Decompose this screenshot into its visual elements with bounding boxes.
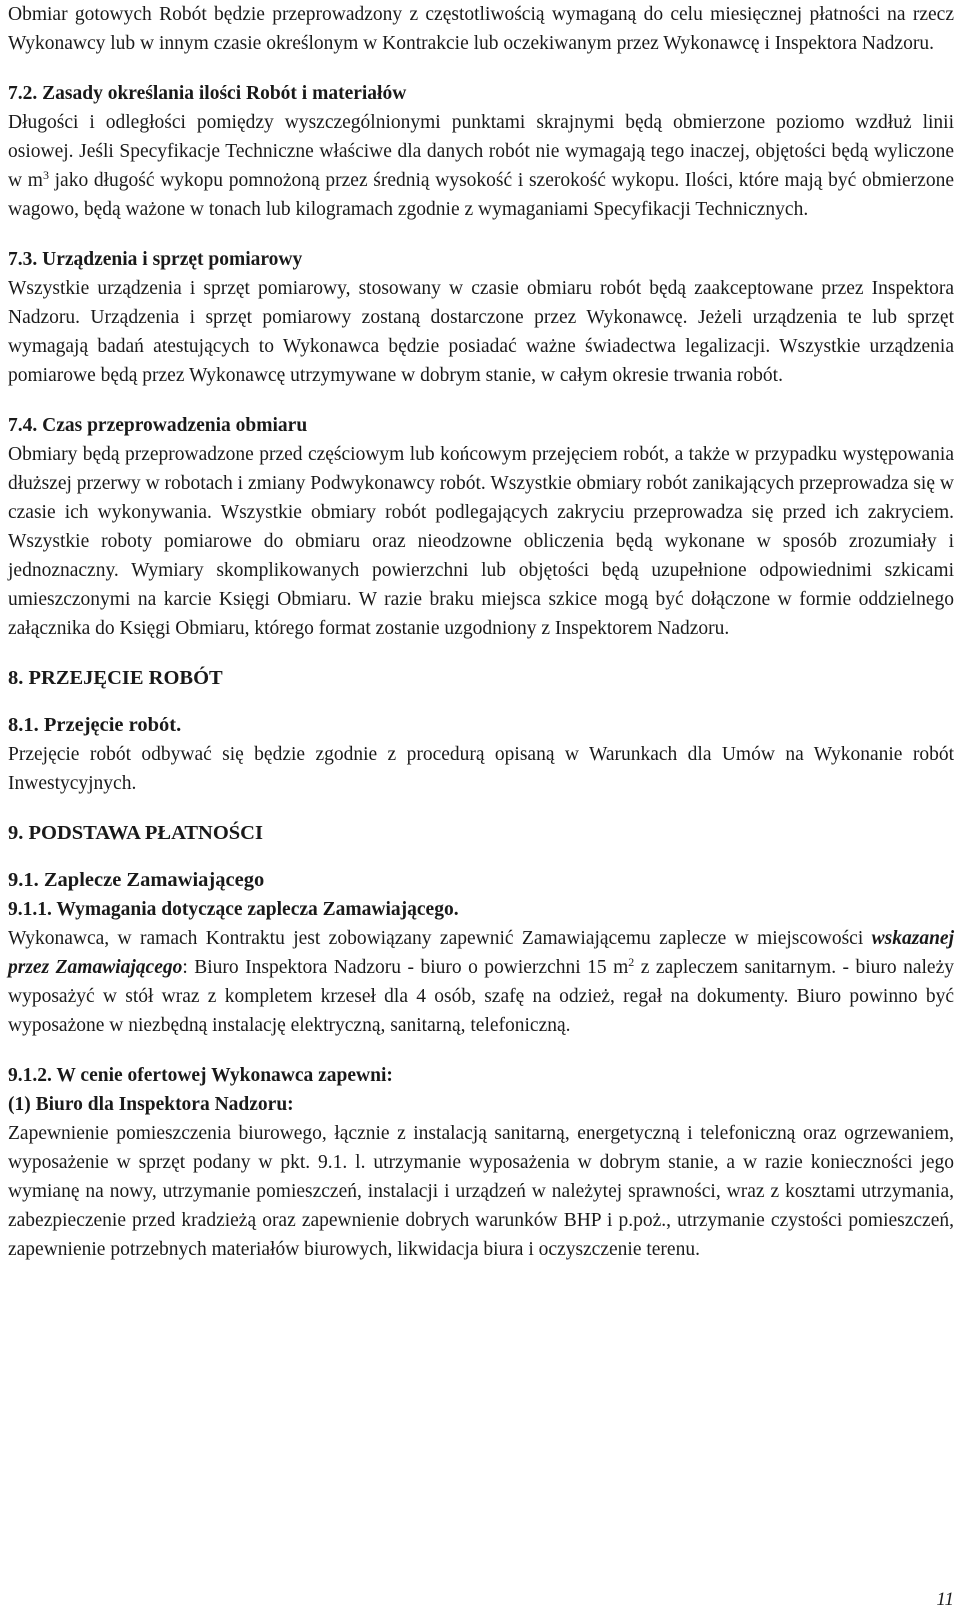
superscript-3: 3 — [42, 168, 49, 182]
section-7-2 — [8, 79, 954, 224]
section-9-1-1 — [8, 895, 954, 1040]
superscript-2: 2 — [628, 955, 635, 969]
s911-text-b: : Biuro Inspektora Nadzoru - biuro o powierzchni 15 m — [182, 957, 629, 978]
section-8-heading: 8. PRZEJĘCIE ROBÓT — [8, 667, 223, 689]
s911-emphasis: wskazanej przez Zamawiającego — [8, 928, 954, 978]
section-9-1-heading: 9.1. Zaplecze Zamawiającego — [8, 869, 265, 891]
section-7-2-paragraph — [8, 108, 954, 224]
section-9-1-2-paragraph: Zapewnienie pomieszczenia biurowego, łącznie z instalacją sanitarną, energetyczną i telefoniczną oraz ogrzewaniem, wyposażenie w sprzęt podany w pkt. 9.1. l. utrzymanie wyposażenia w dobrym stanie, a w razie konieczności jego wymianę na nowy, utrzymanie pomieszczeń, instalacji i urządzeń w należytej sprawności, wraz z kosztami utrzymania, zabezpieczenie przed kradzieżą oraz zapewnienie dobrych warunków BHP i p.poż., utrzymanie czystości pomieszczeń, zapewnienie potrzebnych materiałów biurowych, likwidacja biura i oczyszczenie terenu. — [8, 1123, 954, 1260]
s911-text-a: Wykonawca, w ramach Kontraktu jest zobowiązany zapewnić Zamawiającemu zaplecze w miejscowości — [8, 928, 872, 949]
intro-paragraph: Obmiar gotowych Robót będzie przeprowadzony z częstotliwością wymaganą do celu miesięcznej płatności na rzecz Wykonawcy lub w innym czasie określonym w Kontrakcie lub oczekiwanym przez Wykonawcę i Inspektora Nadzoru. — [8, 4, 954, 54]
section-9-1-1-paragraph — [8, 924, 954, 1040]
section-7-3-heading: 7.3. Urządzenia i sprzęt pomiarowy — [8, 249, 303, 270]
section-7-3 — [8, 245, 954, 390]
section-7-2-heading: 7.2. Zasady określania ilości Robót i materiałów — [8, 83, 407, 104]
section-7-4 — [8, 411, 954, 643]
s72-text-b: jako długość wykopu pomnożoną przez średnią wysokość i szerokość wykopu. Ilości, które mają być obmierzone wagowo, będą ważone w tonach lub kilogramach zgodnie z wymaganiami Specyfikacji Technicznych. — [8, 170, 954, 220]
section-8-1 — [8, 711, 954, 798]
section-9-heading: 9. PODSTAWA PŁATNOŚCI — [8, 822, 263, 844]
section-7-4-heading: 7.4. Czas przeprowadzenia obmiaru — [8, 415, 308, 436]
section-8-1-paragraph: Przejęcie robót odbywać się będzie zgodnie z procedurą opisaną w Warunkach dla Umów na Wykonanie robót Inwestycyjnych. — [8, 744, 954, 794]
section-9-1-2 — [8, 1061, 954, 1264]
page-number: 11 — [936, 1589, 954, 1610]
section-8-1-heading: 8.1. Przejęcie robót. — [8, 714, 182, 736]
section-9-1-2-subheading: (1) Biuro dla Inspektora Nadzoru: — [8, 1094, 294, 1115]
section-7-4-paragraph: Obmiary będą przeprowadzone przed częściowym lub końcowym przejęciem robót, a także w przypadku występowania dłuższej przerwy w robotach i zmiany Podwykonawcy robót. Wszystkie obmiary robót zanikających przeprowadza się w czasie ich wykonywania. Wszystkie obmiary robót podlegających zakryciu przeprowadza się przed ich zakryciem. Wszystkie roboty pomiarowe do obmiaru oraz nieodzowne obliczenia będą wykonane w sposób zrozumiały i jednoznaczny. Wymiary skomplikowanych powierzchni lub objętości będą uzupełnione odpowiednimi szkicami umieszczonymi na karcie Księgi Obmiaru. W razie braku miejsca szkice mogą być dołączone w formie oddzielnego załącznika do Księgi Obmiaru, którego format zostanie uzgodniony z Inspektorem Nadzoru. — [8, 444, 954, 639]
section-9-1-1-heading: 9.1.1. Wymagania dotyczące zaplecza Zamawiającego. — [8, 899, 459, 920]
section-9-1-2-heading: 9.1.2. W cenie ofertowej Wykonawca zapewni: — [8, 1065, 393, 1086]
s911-text-c: z zapleczem sanitarnym. - biuro należy wyposażyć w stół wraz z kompletem krzeseł dla 4 osób, szafę na odzież, regał na dokumenty. Biuro powinno być wyposażone w niezbędną instalację elektryczną, sanitarną, telefoniczną. — [8, 957, 954, 1036]
s72-text-a: Długości i odległości pomiędzy wyszczególnionymi punktami skrajnymi będą obmierzone poziomo wzdłuż linii osiowej. Jeśli Specyfikacje Techniczne właściwe dla danych robót nie wymagają tego inaczej, objętości będą wyliczone w m — [8, 112, 954, 191]
section-7-3-paragraph: Wszystkie urządzenia i sprzęt pomiarowy, stosowany w czasie obmiaru robót będą zaakceptowane przez Inspektora Nadzoru. Urządzenia i sprzęt pomiarowy zostaną dostarczone przez Wykonawcę. Jeżeli urządzenia te lub sprzęt wymagają badań atestujących to Wykonawca będzie posiadać ważne świadectwa legalizacji. Wszystkie urządzenia pomiarowe będą przez Wykonawcę utrzymywane w dobrym stanie, w całym okresie trwania robót. — [8, 278, 954, 386]
document-page — [8, 0, 954, 1264]
